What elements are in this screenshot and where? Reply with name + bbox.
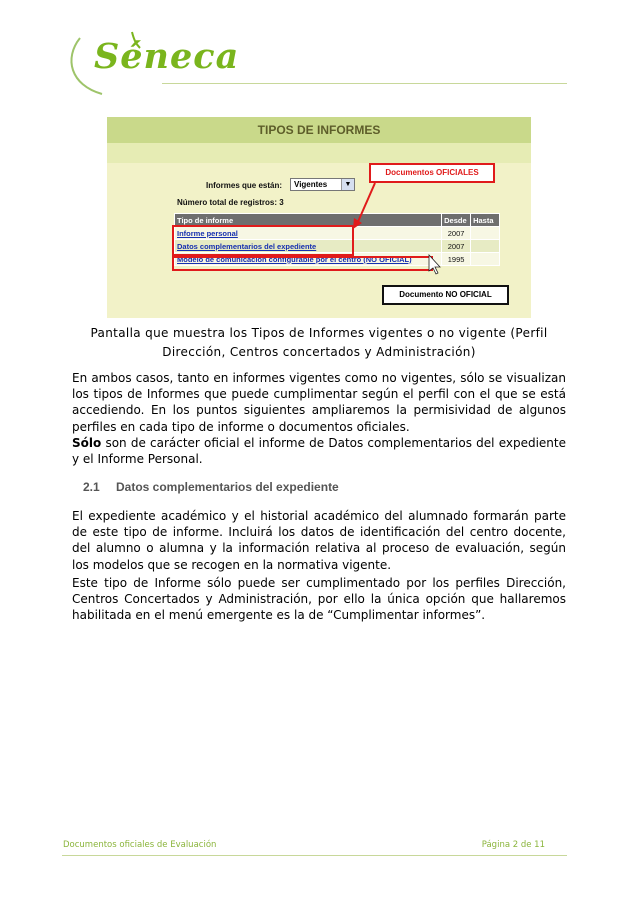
paragraph-4: Este tipo de Informe sólo puede ser cumplimentado por los perfiles Dirección, Centros Concertados y Administración, por ello la única opción que hallaremos habilitada en el menú emergente es la de “Cumplimentar informes”. — [72, 576, 566, 623]
callout-official: Documentos OFICIALES — [369, 163, 495, 183]
section-title: Datos complementarios del expediente — [116, 480, 339, 494]
filter-select-value: Vigentes — [294, 180, 328, 189]
header-rule — [162, 83, 567, 84]
from-year: 2007 — [442, 240, 471, 253]
section-heading — [83, 480, 339, 494]
filter-label: Informes que están: — [206, 181, 283, 190]
col-header-from: Desde — [442, 214, 471, 227]
footer-page-number: Página 2 de 11 — [481, 840, 545, 850]
section-number: 2.1 — [83, 480, 100, 494]
logo-text: Séneca — [94, 36, 240, 77]
seneca-logo — [62, 30, 567, 100]
screenshot-title: TIPOS DE INFORMES — [257, 123, 381, 137]
paragraph-2-bold: Sólo — [72, 436, 102, 450]
footer-doc-title: Documentos oficiales de Evaluación — [63, 840, 217, 850]
from-year: 1995 — [442, 253, 471, 266]
callout-nonofficial: Documento NO OFICIAL — [382, 285, 509, 305]
chevron-down-icon[interactable]: ▼ — [341, 179, 354, 190]
report-link[interactable]: Datos complementarios del expediente — [177, 241, 317, 251]
paragraph-3: El expediente académico y el historial académico del alumnado formarán parte de este tipo de informe. Incluirá los datos de identificación del centro docente, del alumno o alumna y la información relativa al proceso de evaluación, según los modelos que se recogen en la normativa vigente. — [72, 509, 566, 572]
paragraph-2-rest: son de carácter oficial el informe de Datos complementarios del expediente y el Informe Personal. — [72, 436, 566, 467]
callout-arrow-icon — [107, 117, 531, 318]
paragraph-2 — [72, 435, 566, 467]
col-header-to: Hasta — [471, 214, 500, 227]
from-year: 2007 — [442, 227, 471, 240]
footer-rule — [62, 855, 567, 856]
report-types-screenshot — [107, 117, 531, 318]
report-link[interactable]: Modelo de comunicación configurable por el centro (NO OFICIAL) — [177, 254, 412, 264]
col-header-type: Tipo de informe — [175, 214, 442, 227]
figure-caption: Pantalla que muestra los Tipos de Informes vigentes o no vigente (Perfil Dirección, Centros concertados y Administración) — [90, 326, 548, 359]
paragraph-1: En ambos casos, tanto en informes vigentes como no vigentes, sólo se visualizan los tipos de Informes que puede cumplimentar según el perfil con el que se está accediendo. En los puntos siguientes ampliaremos la permisividad de algunos perfiles en cada tipo de informe o documentos oficiales. — [72, 371, 566, 434]
record-count: Número total de registros: 3 — [177, 198, 284, 207]
report-link[interactable]: Informe personal — [177, 228, 238, 238]
